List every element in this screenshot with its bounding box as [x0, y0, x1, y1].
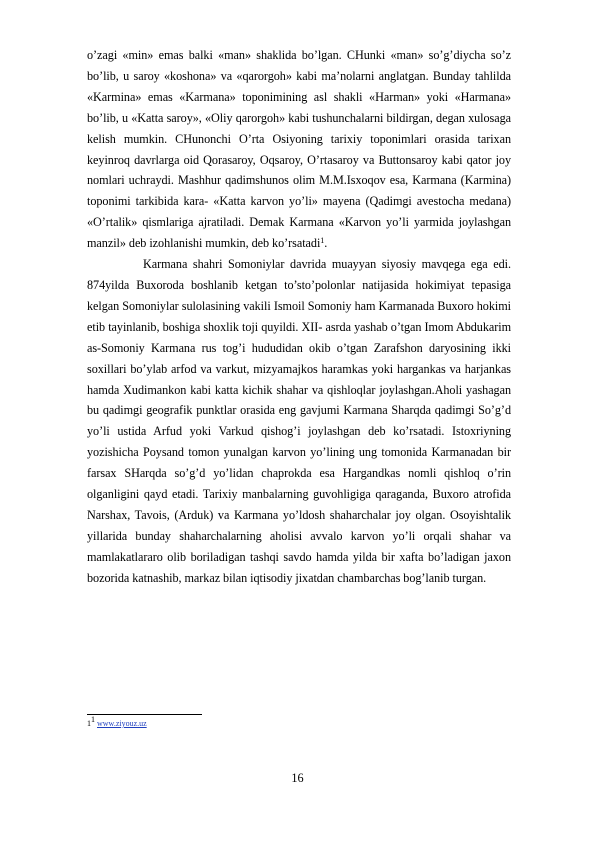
paragraph-1-end: .: [324, 236, 328, 251]
body-text: [87, 45, 511, 589]
footnote-sup: 1: [91, 715, 95, 724]
paragraph-2: Karmana shahri Somoniylar davrida muayyan siyosiy mavqega ega edi. 874yilda Buxoroda boshlanib ketgan to’sto’polonlar natijasida hokimiyat tepasiga kelgan Somoniylar sulolasining vakili Ismoil Somoniy ham Karmanada Buxoro hokimi etib tayinlanib, boshiga shoxlik toji quyildi. XII- asrda yashab o’tgan Imom Abdukarim as-Somoniy Karmana rus tog’i hududidan okib o’tgan Zarafshon daryosining ikki soxillari bo’ylab arfod va varkut, mizyamajkos haramkas yoki hargankas va harjankas hamda Xudimankon kabi katta kichik shahar va qishloqlar joylashgan.Aholi yashagan bu qadimgi geografik punktlar orasida eng gavjumi Karmana Sharqda qadimgi So’g’d yo’li ustida Arfud yoki Varkud qishog’i joylashgan deb ko’rsatadi. Istoxriyning yozishicha Poysand tomon yunalgan karvon yo’lining ung tomonida Karmanadan bir farsax SHarqda so’g’d yo’lidan chaprokda esa Hargandkas nomli qishloq o’rin olganligini qayd etadi. Tarixiy manbalarning guvohligiga qaraganda, Buxoro atrofida Narshax, Tavois, (Arduk) va Karmana yo’ldosh shaharchalar joy olgan. Osoyishtalik yillarida bunday shaharchalarning aholisi avvalo karvon yo’li orqali shahar va mamlakatlararo olib boriladigan tashqi savdo hamda yilda bir xafta bo’ladigan jaxon bozorida katnashib, markaz bilan iqtisodiy jixatdan chambarchas bog’lanib turgan.: [87, 257, 511, 585]
paragraph-1: [87, 45, 511, 254]
page-number: 16: [291, 771, 304, 785]
footnote-ref[interactable]: 1: [320, 236, 325, 246]
footnote-link[interactable]: www.ziyouz.uz: [97, 719, 147, 728]
footnote-marker: 1: [87, 719, 91, 728]
footnote: [87, 715, 147, 729]
paragraph-1-text: o’zagi «min» emas balki «man» shaklida bo’lgan. CHunki «man» so’g’diycha so’z bo’lib, u saroy «koshona» va «qarorgoh» kabi ma’nolarni anglatgan. Bunday tahlilda «Karmina» emas «Karmana» toponimining asl shakli «Harman» yoki «Harmana» bo’lib, u «Katta saroy», «Oliy qarorgoh» kabi tushunchalarni bildirgan, degan xulosaga kelish mumkin. CHunonchi O’rta Osiyoning tarixiy toponimlari orasida tarixan keyinroq davrlarga oid Qorasaroy, Oqsaroy, O’rtasaroy va Buttonsaroy kabi qator joy nomlari uchraydi. Mashhur qadimshunos olim M.M.Isxoqov esa, Karmana (Karmina) toponimi tarkibida kara- «Katta karvon yo’li» mayena (Qadimgi avestocha medana) «O’rtalik» qismlariga ajratiladi. Demak Karmana «Karvon yo’li yarmida joylashgan manzil» deb izohlanishi mumkin, deb ko’rsatadi: [87, 48, 511, 251]
footnote-divider: [87, 714, 202, 715]
